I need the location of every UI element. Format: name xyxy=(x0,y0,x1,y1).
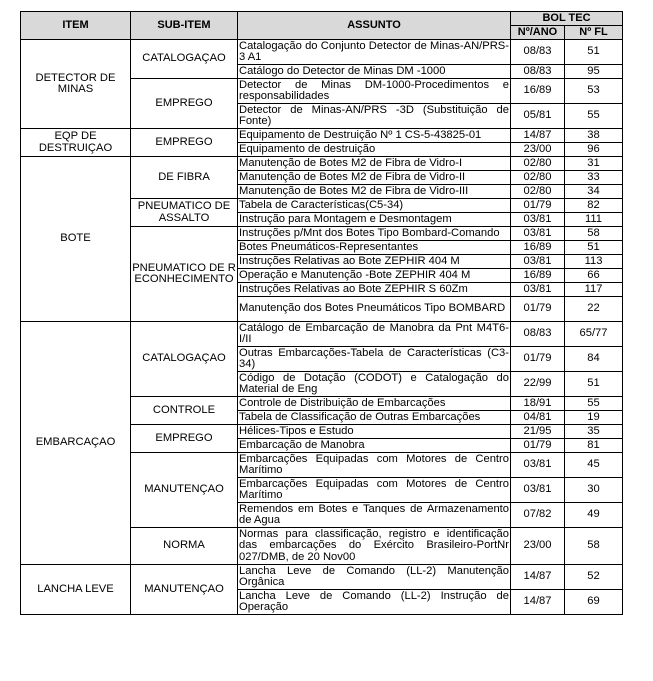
n-fl-cell: 31 xyxy=(565,157,623,171)
assunto-cell: Manutenção de Botes M2 de Fibra de Vidro-I xyxy=(238,157,511,171)
assunto-cell: Controle de Distribuição de Embarcações xyxy=(238,397,511,411)
assunto-cell: Manutenção de Botes M2 de Fibra de Vidro-III xyxy=(238,185,511,199)
n-fl-cell: 38 xyxy=(565,129,623,143)
n-fl-cell: 51 xyxy=(565,241,623,255)
n-fl-cell: 58 xyxy=(565,528,623,565)
assunto-cell: Embarcações Equipadas com Motores de Centro Marítimo xyxy=(239,477,509,501)
n-ano-cell: 21/95 xyxy=(511,425,565,439)
n-fl-cell: 82 xyxy=(565,199,623,213)
n-ano-cell: 08/83 xyxy=(511,322,565,347)
n-ano-cell: 03/81 xyxy=(511,478,565,503)
n-ano-cell: 18/91 xyxy=(511,397,565,411)
item-cell: EMBARCAÇAO xyxy=(21,322,131,565)
assunto-cell: Remendos em Botes e Tanques de Armazenamento de Agua xyxy=(239,502,509,526)
sub-item-cell: NORMA xyxy=(131,528,238,565)
n-fl-cell: 65/77 xyxy=(565,322,623,347)
assunto-cell: Embarcação de Manobra xyxy=(238,439,511,453)
table-row xyxy=(21,40,623,65)
n-fl-cell: 95 xyxy=(565,65,623,79)
sub-item-cell: CATALOGAÇAO xyxy=(131,40,238,79)
n-fl-cell: 69 xyxy=(565,590,623,615)
assunto-cell: Tabela de Classificação de Outras Embarcações xyxy=(238,411,511,425)
assunto-cell: Outras Embarcações-Tabela de Características (C3-34) xyxy=(239,346,509,370)
n-fl-cell: 55 xyxy=(565,397,623,411)
sub-item-cell: PNEUMATICO DE ASSALTO xyxy=(131,199,238,227)
sub-item-cell: PNEUMATICO DE RECONHECIMENTO xyxy=(131,227,238,322)
n-fl-cell: 111 xyxy=(565,213,623,227)
assunto-cell: Detector de Minas DM-1000-Procedimentos e responsabilidades xyxy=(239,78,509,102)
n-ano-cell: 03/81 xyxy=(511,213,565,227)
n-fl-cell: 53 xyxy=(565,79,623,104)
n-ano-cell: 16/89 xyxy=(511,269,565,283)
n-fl-cell: 58 xyxy=(565,227,623,241)
n-fl-cell: 30 xyxy=(565,478,623,503)
item-cell: DETECTOR DE MINAS xyxy=(21,40,131,129)
header-assunto: ASSUNTO xyxy=(238,12,511,40)
table-row xyxy=(21,322,623,347)
n-ano-cell: 03/81 xyxy=(511,227,565,241)
assunto-cell: Catálogo do Detector de Minas DM -1000 xyxy=(238,65,511,79)
sub-item-cell: CATALOGAÇAO xyxy=(131,322,238,397)
n-fl-cell: 52 xyxy=(565,565,623,590)
sub-item-cell: MANUTENÇAO xyxy=(131,565,238,615)
n-fl-cell: 84 xyxy=(565,347,623,372)
item-cell: EQP DE DESTRUIÇAO xyxy=(21,129,131,157)
n-ano-cell: 22/99 xyxy=(511,372,565,397)
n-fl-cell: 66 xyxy=(565,269,623,283)
n-fl-cell: 113 xyxy=(565,255,623,269)
n-fl-cell: 117 xyxy=(565,283,623,297)
assunto-cell: Manutenção de Botes M2 de Fibra de Vidro-II xyxy=(238,171,511,185)
n-ano-cell: 01/79 xyxy=(511,199,565,213)
n-ano-cell: 08/83 xyxy=(511,65,565,79)
assunto-cell: Instruções p/Mnt dos Botes Tipo Bombard-Comando xyxy=(238,227,511,241)
assunto-cell: Lancha Leve de Comando (LL-2) Instrução de Operação xyxy=(239,589,509,613)
n-ano-cell: 16/89 xyxy=(511,79,565,104)
assunto-cell: Catalogação do Conjunto Detector de Minas-AN/PRS-3 A1 xyxy=(239,39,509,63)
n-fl-cell: 33 xyxy=(565,171,623,185)
n-ano-cell: 05/81 xyxy=(511,104,565,129)
sub-item-cell: MANUTENÇAO xyxy=(131,453,238,528)
header-n-ano: Nº/ANO xyxy=(511,26,565,40)
n-ano-cell: 01/79 xyxy=(511,297,565,322)
assunto-cell: Detector de Minas-AN/PRS -3D (Substituição de Fonte) xyxy=(239,103,509,127)
header-sub-item: SUB-ITEM xyxy=(131,12,238,40)
sub-item-cell: CONTROLE xyxy=(131,397,238,425)
sub-item-cell: EMPREGO xyxy=(131,425,238,453)
n-ano-cell: 03/81 xyxy=(511,283,565,297)
table-row xyxy=(21,565,623,590)
n-ano-cell: 23/00 xyxy=(511,143,565,157)
n-fl-cell: 49 xyxy=(565,503,623,528)
item-cell: LANCHA LEVE xyxy=(21,565,131,615)
n-ano-cell: 16/89 xyxy=(511,241,565,255)
n-fl-cell: 19 xyxy=(565,411,623,425)
n-ano-cell: 14/87 xyxy=(511,565,565,590)
n-fl-cell: 81 xyxy=(565,439,623,453)
assunto-cell: Normas para classificação, registro e identificação das embarcações do Exército Brasileiro-PortNr 027/DMB, de 20 Nov00 xyxy=(239,528,509,563)
assunto-cell: Equipamento de Destruição Nº 1 CS-5-43825-01 xyxy=(238,129,511,143)
n-fl-cell: 96 xyxy=(565,143,623,157)
n-ano-cell: 14/87 xyxy=(511,129,565,143)
n-fl-cell: 35 xyxy=(565,425,623,439)
n-fl-cell: 51 xyxy=(565,40,623,65)
n-ano-cell: 07/82 xyxy=(511,503,565,528)
table-row xyxy=(21,157,623,171)
assunto-cell: Instrução para Montagem e Desmontagem xyxy=(238,213,511,227)
n-fl-cell: 22 xyxy=(565,297,623,322)
n-ano-cell: 23/00 xyxy=(511,528,565,565)
bol-tec-index-table xyxy=(20,11,623,615)
assunto-cell: Operação e Manutenção -Bote ZEPHIR 404 M xyxy=(238,269,511,283)
assunto-cell: Código de Dotação (CODOT) e Catalogação do Material de Eng xyxy=(239,371,509,395)
assunto-cell: Hélices-Tipos e Estudo xyxy=(238,425,511,439)
sub-item-cell: EMPREGO xyxy=(131,129,238,157)
n-ano-cell: 02/80 xyxy=(511,185,565,199)
n-fl-cell: 55 xyxy=(565,104,623,129)
n-ano-cell: 03/81 xyxy=(511,255,565,269)
sub-item-cell: DE FIBRA xyxy=(131,157,238,199)
assunto-cell: Embarcações Equipadas com Motores de Centro Marítimo xyxy=(239,452,509,476)
n-ano-cell: 08/83 xyxy=(511,40,565,65)
n-ano-cell: 01/79 xyxy=(511,347,565,372)
assunto-cell: Instruções Relativas ao Bote ZEPHIR S 60Zm xyxy=(238,283,511,297)
n-ano-cell: 02/80 xyxy=(511,171,565,185)
n-fl-cell: 34 xyxy=(565,185,623,199)
assunto-cell: Botes Pneumáticos-Representantes xyxy=(238,241,511,255)
header-n-fl: Nº FL xyxy=(565,26,623,40)
item-cell: BOTE xyxy=(21,157,131,322)
n-ano-cell: 04/81 xyxy=(511,411,565,425)
header-bol-tec: BOL TEC xyxy=(511,12,623,26)
n-fl-cell: 45 xyxy=(565,453,623,478)
assunto-cell: Equipamento de destruição xyxy=(238,143,511,157)
n-ano-cell: 03/81 xyxy=(511,453,565,478)
n-ano-cell: 14/87 xyxy=(511,590,565,615)
n-ano-cell: 01/79 xyxy=(511,439,565,453)
n-ano-cell: 02/80 xyxy=(511,157,565,171)
assunto-cell: Manutenção dos Botes Pneumáticos Tipo BOMBARD xyxy=(238,297,511,322)
table-row xyxy=(21,129,623,143)
sub-item-cell: EMPREGO xyxy=(131,79,238,129)
assunto-cell: Tabela de Características(C5-34) xyxy=(238,199,511,213)
n-fl-cell: 51 xyxy=(565,372,623,397)
assunto-cell: Instruções Relativas ao Bote ZEPHIR 404 M xyxy=(238,255,511,269)
assunto-cell: Catálogo de Embarcação de Manobra da Pnt M4T6-I/II xyxy=(239,321,509,345)
header-item: ITEM xyxy=(21,12,131,40)
assunto-cell: Lancha Leve de Comando (LL-2) Manutenção Orgânica xyxy=(239,564,509,588)
